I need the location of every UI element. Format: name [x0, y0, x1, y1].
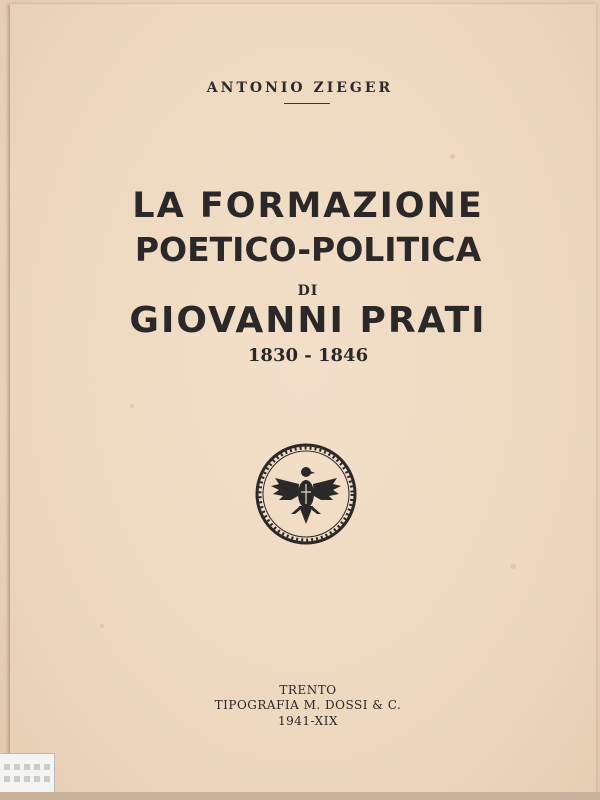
- imprint-city: TRENTO: [279, 683, 337, 697]
- foxing-spot: [100, 624, 104, 628]
- foxing-spot: [130, 404, 134, 408]
- sticker-pattern: [4, 776, 50, 782]
- cover-bottom-edge: [0, 792, 600, 800]
- sticker-pattern: [4, 764, 50, 770]
- years-range: 1830 - 1846: [247, 345, 369, 366]
- library-sticker: [0, 753, 55, 794]
- eagle-crest-icon: [253, 442, 359, 546]
- title-line-1: LA FORMAZIONE: [132, 186, 484, 226]
- cover-paper: [10, 4, 596, 792]
- title-line-2: POETICO-POLITICA: [134, 230, 482, 269]
- title-connector: DI: [297, 283, 319, 299]
- author-name: ANTONIO ZIEGER: [206, 80, 394, 96]
- imprint-date: 1941-XIX: [278, 714, 338, 728]
- author-underline: [284, 103, 330, 104]
- foxing-spot: [450, 154, 455, 159]
- title-line-4: GIOVANNI PRATI: [129, 300, 487, 341]
- foxing-spot: [510, 564, 516, 569]
- imprint-publisher: TIPOGRAFIA M. DOSSI & C.: [214, 698, 402, 712]
